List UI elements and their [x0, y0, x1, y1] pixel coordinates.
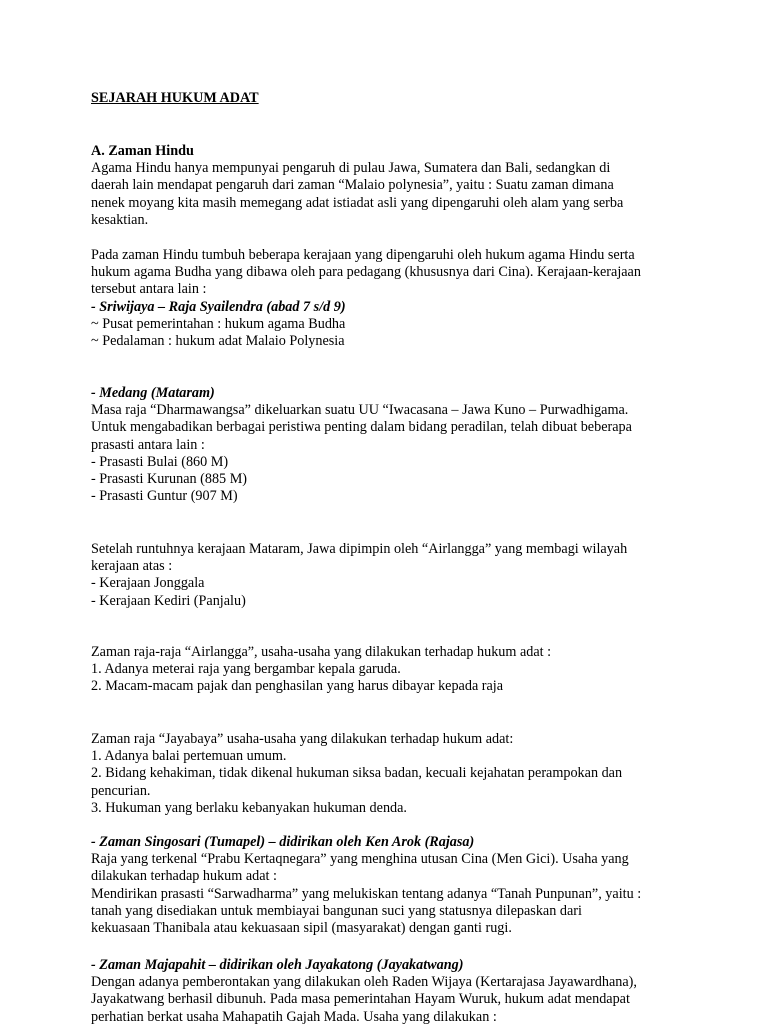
paragraph-line: kesaktian. — [91, 211, 149, 228]
sub-heading-medang: - Medang (Mataram) — [91, 385, 215, 401]
paragraph-line: Zaman raja-raja “Airlangga”, usaha-usaha yang dilakukan terhadap hukum adat : — [91, 644, 552, 660]
sub-heading-singosari: - Zaman Singosari (Tumapel) – didirikan oleh Ken Arok (Rajasa) — [91, 834, 475, 850]
paragraph-line: Raja yang terkenal “Prabu Kertaqnegara” yang menghina utusan Cina (Men Gici). Usaha yang — [91, 851, 629, 868]
paragraph-line: Agama Hindu hanya mempunyai pengaruh di pulau Jawa, Sumatera dan Bali, sedangkan di — [91, 160, 611, 177]
paragraph-line: Masa raja “Dharmawangsa” dikeluarkan suatu UU “Iwacasana – Jawa Kuno – Purwadhigama. — [91, 402, 629, 419]
paragraph-line: tersebut antara lain : — [91, 281, 207, 298]
list-item: ~ Pusat pemerintahan : hukum agama Budha — [91, 315, 346, 332]
list-item: - Prasasti Guntur (907 M) — [91, 488, 238, 505]
list-item: ~ Pedalaman : hukum adat Malaio Polynesia — [91, 333, 345, 350]
list-item: - Kerajaan Kediri (Panjalu) — [91, 592, 246, 609]
list-item: - Prasasti Bulai (860 M) — [91, 453, 229, 470]
list-item: - Prasasti Kurunan (885 M) — [91, 471, 248, 488]
paragraph-line: Jayakatwang berhasil dibunuh. Pada masa pemerintahan Hayam Wuruk, hukum adat mendapat — [91, 991, 630, 1008]
paragraph-line: tanah yang disediakan untuk membiayai bangunan suci yang statusnya dilepaskan dari — [91, 902, 582, 919]
paragraph-jayabaya — [91, 731, 701, 817]
paragraph-line: dilakukan terhadap hukum adat : — [91, 868, 277, 885]
section-heading: A. Zaman Hindu — [91, 143, 194, 159]
paragraph-line: Setelah runtuhnya kerajaan Mataram, Jawa dipimpin oleh “Airlangga” yang membagi wilayah — [91, 541, 628, 557]
paragraph-zaman-airlangga — [91, 644, 701, 696]
paragraph-line: kerajaan atas : — [91, 558, 173, 575]
sub-heading-sriwijaya: - Sriwijaya – Raja Syailendra (abad 7 s/d 9) — [91, 298, 346, 315]
paragraph-line: Untuk mengabadikan berbagai peristiwa penting dalam bidang peradilan, telah dibuat beberapa — [91, 419, 632, 436]
list-item: - Kerajaan Jonggala — [91, 575, 205, 592]
paragraph-line: Mendirikan prasasti “Sarwadharma” yang melukiskan tentang adanya “Tanah Punpunan”, yaitu : — [91, 885, 642, 902]
paragraph-kerajaan — [91, 247, 701, 350]
list-item: 1. Adanya balai pertemuan umum. — [91, 748, 287, 765]
document-title: SEJARAH HUKUM ADAT — [91, 90, 259, 106]
paragraph-line: nenek moyang kita masih memegang adat istiadat asli yang dipengaruhi oleh alam yang serba — [91, 194, 624, 211]
paragraph-line: hukum agama Budha yang dibawa oleh para pedagang (khususnya dari Cina). Kerajaan-kerajaan — [91, 264, 641, 281]
list-item: 3. Hukuman yang berlaku kebanyakan hukuman denda. — [91, 799, 407, 816]
section-zaman-hindu — [91, 143, 701, 229]
section-medang — [91, 385, 701, 505]
paragraph-line: prasasti antara lain : — [91, 436, 205, 453]
section-majapahit — [91, 957, 701, 1026]
list-item: 2. Macam-macam pajak dan penghasilan yang harus dibayar kepada raja — [91, 678, 504, 695]
paragraph-airlangga — [91, 541, 701, 610]
paragraph-line: daerah lain mendapat pengaruh dari zaman “Malaio polynesia”, yaitu : Suatu zaman dimana — [91, 177, 614, 194]
paragraph-line: Dengan adanya pemberontakan yang dilakukan oleh Raden Wijaya (Kertarajasa Jayawardhana), — [91, 974, 637, 991]
list-item: 2. Bidang kehakiman, tidak dikenal hukuman siksa badan, kecuali kejahatan perampokan dan — [91, 765, 623, 782]
paragraph-line: Zaman raja “Jayabaya” usaha-usaha yang dilakukan terhadap hukum adat: — [91, 731, 514, 747]
section-singosari — [91, 834, 701, 937]
paragraph-line: kekuasaan Thanibala atau kekuasaan sipil (masyarakat) dengan ganti rugi. — [91, 920, 512, 937]
list-item: 1. Adanya meterai raja yang bergambar kepala garuda. — [91, 661, 401, 678]
paragraph-line: Pada zaman Hindu tumbuh beberapa kerajaan yang dipengaruhi oleh hukum agama Hindu serta — [91, 247, 635, 263]
sub-heading-majapahit: - Zaman Majapahit – didirikan oleh Jayakatong (Jayakatwang) — [91, 957, 464, 973]
paragraph-line: pencurian. — [91, 782, 151, 799]
paragraph-line: perhatian berkat usaha Mahapatih Gajah Mada. Usaha yang dilakukan : — [91, 1008, 497, 1025]
